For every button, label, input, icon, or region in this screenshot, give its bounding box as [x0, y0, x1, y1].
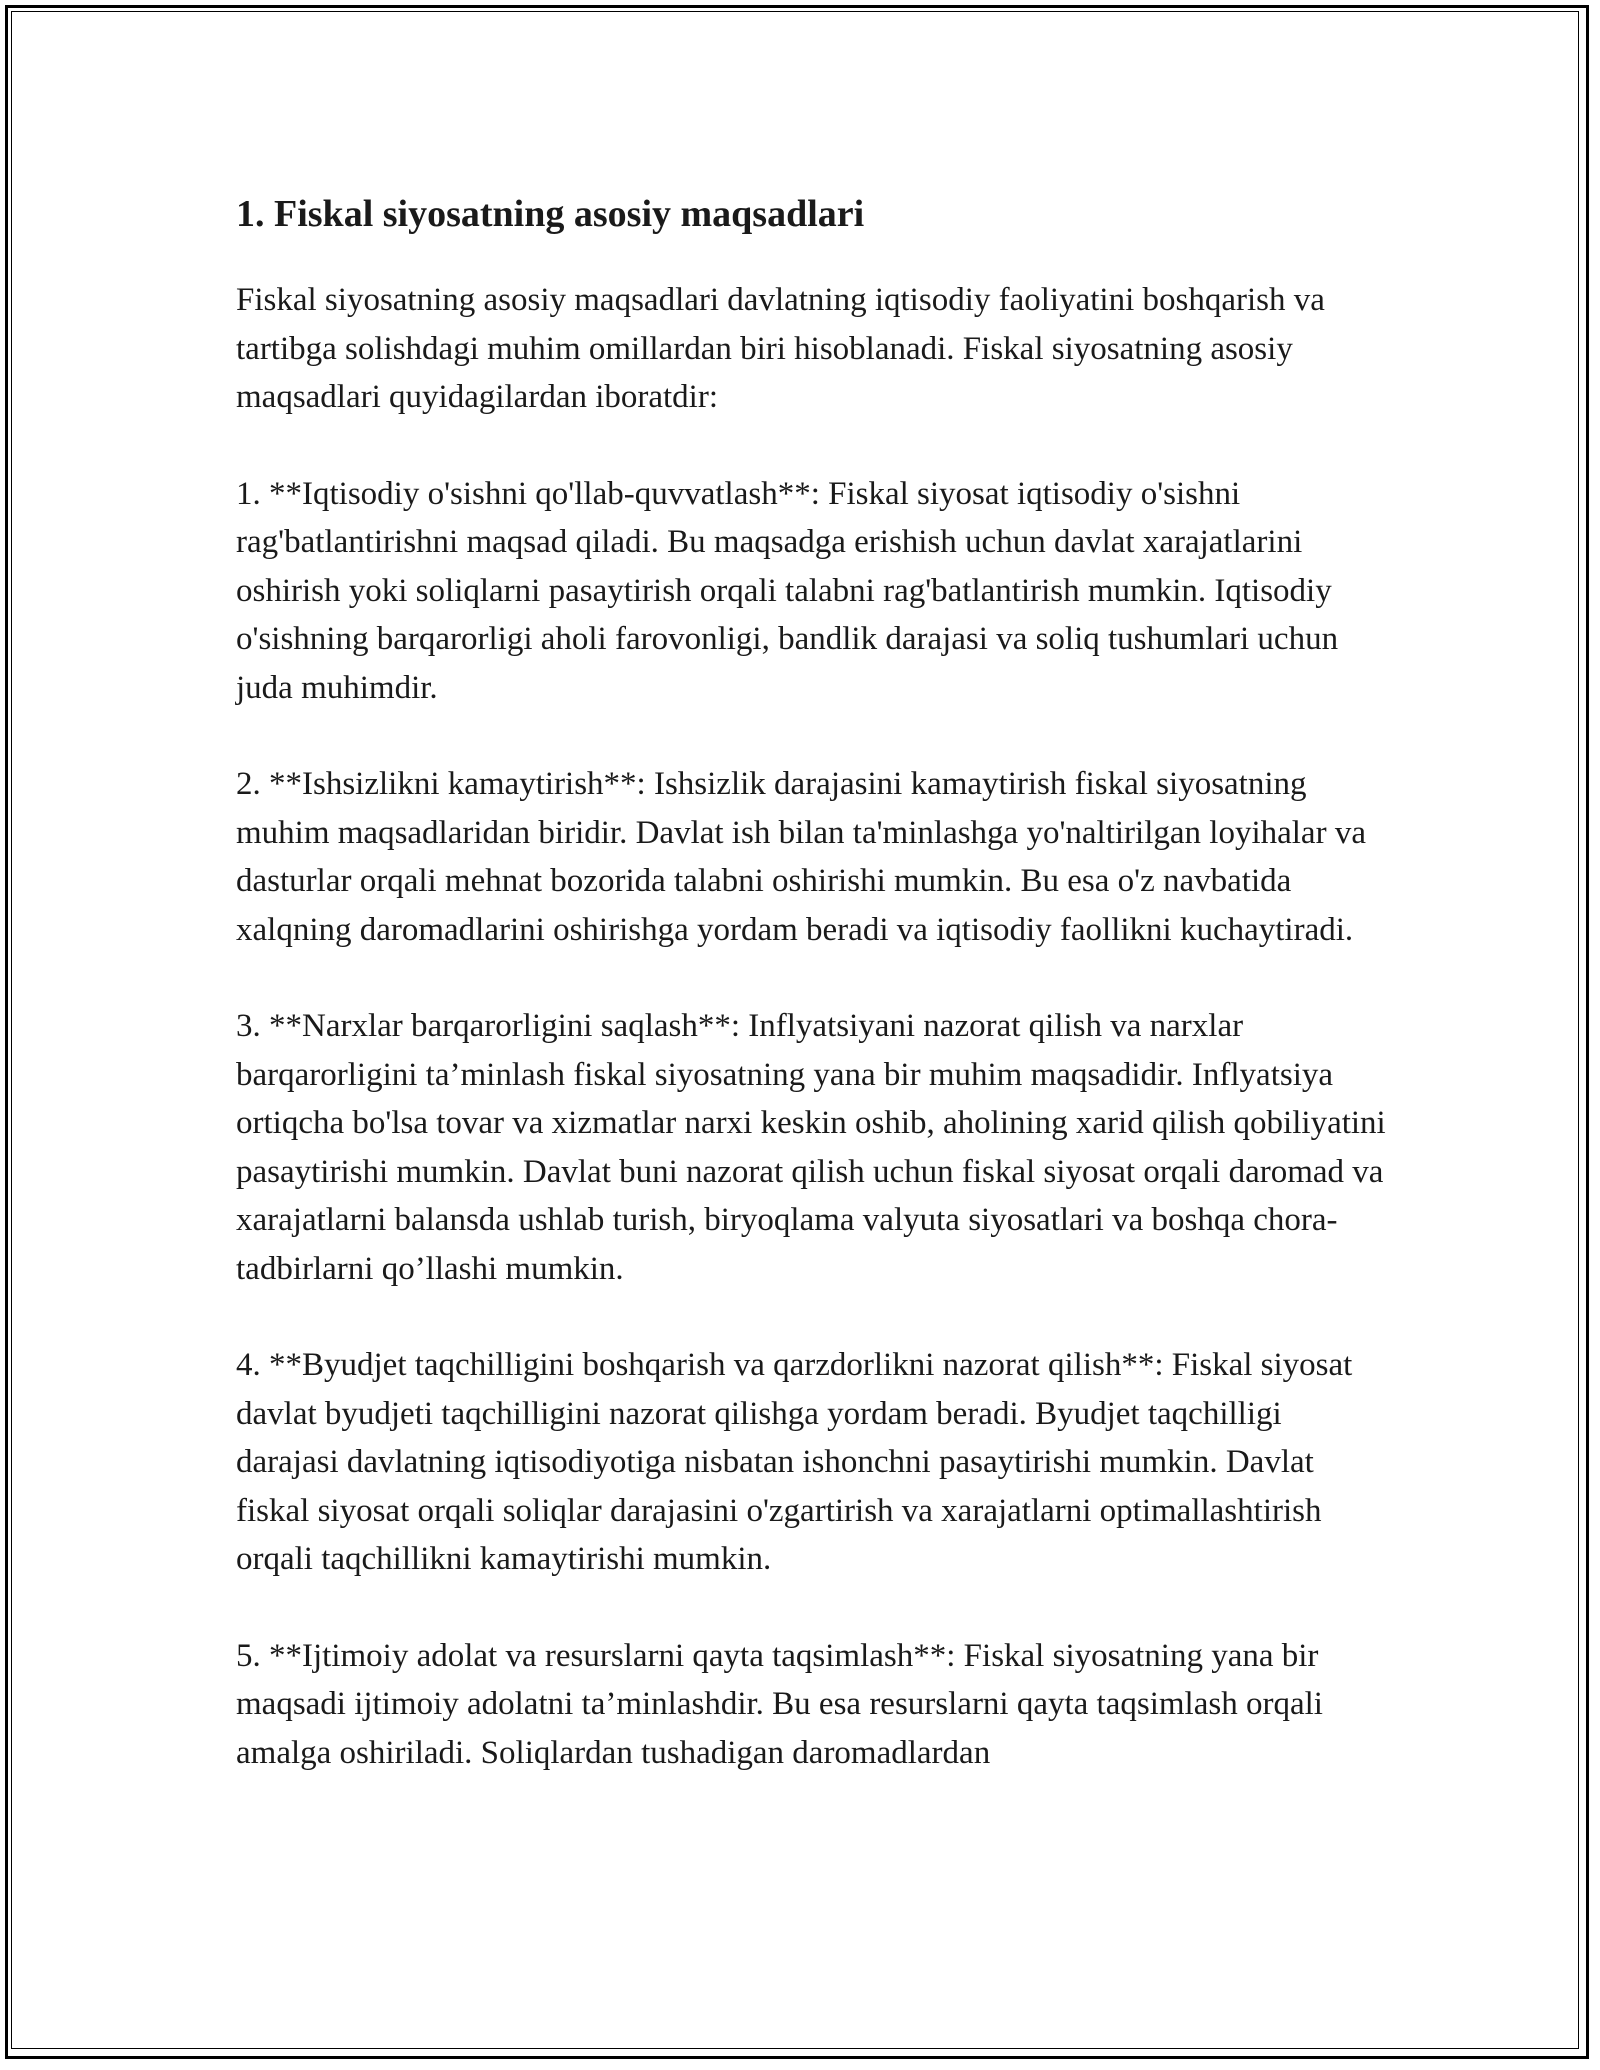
paragraph-item-3: 3. **Narxlar barqarorligini saqlash**: Inflyatsiyani nazorat qilish va narxlar barqarorligini ta’minlash fiskal siyosatning yana bir muhim maqsadidir. Inflyatsiya ortiqcha bo'lsa tovar va xizmatlar narxi keskin oshib, aholining xarid qilish qobiliyatini pasaytirishi mumkin. Davlat buni nazorat qilish uchun fiskal siyosat orqali daromad va xarajatlarni balansda ushlab turish, biryoqlama valyuta siyosatlari va boshqa chora-tadbirlarni qo’llashi mumkin. [236, 1008, 1386, 1287]
document-title: 1. Fiskal siyosatning asosiy maqsadlari [236, 193, 865, 235]
paragraph-item-1: 1. **Iqtisodiy o'sishni qo'llab-quvvatlash**: Fiskal siyosat iqtisodiy o'sishni rag'batlantirishni maqsad qiladi. Bu maqsadga erishish uchun davlat xarajatlarini oshirish yoki soliqlarni pasaytirish orqali talabni rag'batlantirish mumkin. Iqtisodiy o'sishning barqarorligi aholi farovonligi, bandlik darajasi va soliq tushumlari uchun juda muhimdir. [236, 475, 1339, 706]
paragraph-intro: Fiskal siyosatning asosiy maqsadlari davlatning iqtisodiy faoliyatini boshqarish va tartibga solishdagi muhim omillardan biri hisoblanadi. Fiskal siyosatning asosiy maqsadlari quyidagilardan iboratdir: [236, 282, 1325, 415]
paragraph-item-2: 2. **Ishsizlikni kamaytirish**: Ishsizlik darajasini kamaytirish fiskal siyosatning muhim maqsadlaridan biridir. Davlat ish bilan ta'minlashga yo'naltirilgan loyihalar va dasturlar orqali mehnat bozorida talabni oshirishi mumkin. Bu esa o'z navbatida xalqning daromadlarini oshirishga yordam beradi va iqtisodiy faollikni kuchaytiradi. [236, 766, 1366, 948]
paragraph-item-5: 5. **Ijtimoiy adolat va resurslarni qayta taqsimlash**: Fiskal siyosatning yana bir maqsadi ijtimoiy adolatni ta’minlashdir. Bu esa resurslarni qayta taqsimlash orqali amalga oshiriladi. Soliqlardan tushadigan daromadlardan [236, 1637, 1323, 1771]
document-body [236, 186, 1386, 1825]
paragraph-item-4: 4. **Byudjet taqchilligini boshqarish va qarzdorlikni nazorat qilish**: Fiskal siyosat davlat byudjeti taqchilligini nazorat qilishga yordam beradi. Byudjet taqchilligi darajasi davlatning iqtisodiyotiga nisbatan ishonchni pasaytirishi mumkin. Davlat fiskal siyosat orqali soliqlar darajasini o'zgartirish va xarajatlarni optimallashtirish orqali taqchillikni kamaytirishi mumkin. [236, 1347, 1353, 1577]
